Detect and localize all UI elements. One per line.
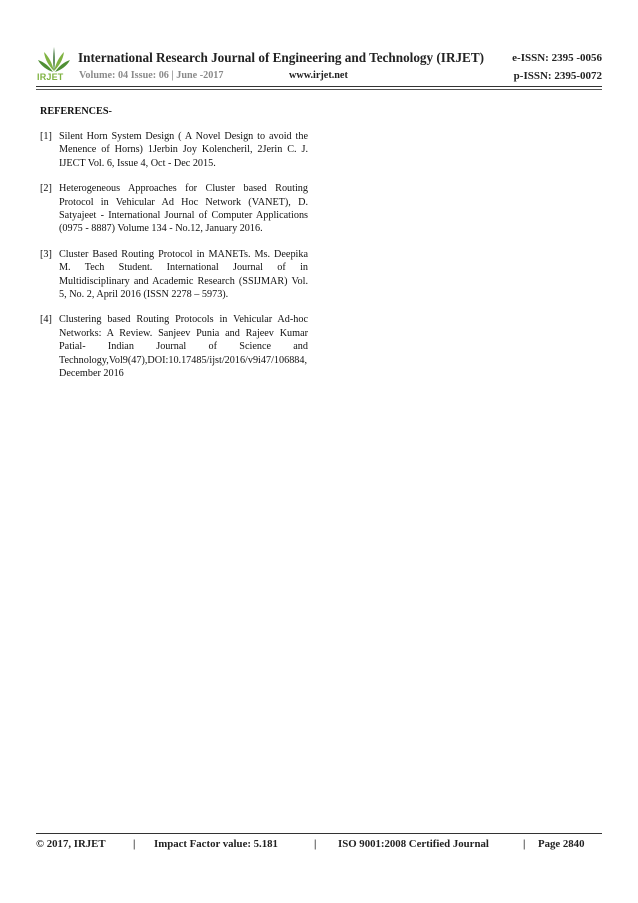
logo-text: IRJET xyxy=(37,72,64,82)
volume-info: Volume: 04 Issue: 06 | June -2017 xyxy=(79,70,224,81)
website-link[interactable]: www.irjet.net xyxy=(289,70,348,81)
footer-iso: ISO 9001:2008 Certified Journal xyxy=(338,838,489,850)
reference-text: Heterogeneous Approaches for Cluster based Routing Protocol in Vehicular Ad Hoc Network (VANET), D. Satyajeet - International Journal of Computer Applications (0975 - 8887) Volume 134 - No.12, January 2016. xyxy=(59,183,308,235)
reference-number: [4] xyxy=(40,314,52,326)
reference-text: Clustering based Routing Protocols in Vehicular Ad-hoc Networks: A Review. Sanjeev Punia and Rajeev Kumar Patial- Indian Journal of Science and Technology,Vol9(47),DOI:10.17485/ijst/2016/v9i47/106884, December 2016 xyxy=(59,314,308,380)
reference-number: [1] xyxy=(40,131,52,142)
reference-item xyxy=(40,130,308,170)
reference-list xyxy=(40,130,308,393)
header-divider xyxy=(36,86,602,87)
footer-divider xyxy=(36,833,602,834)
eissn: e-ISSN: 2395 -0056 xyxy=(512,52,602,64)
footer-separator: | xyxy=(314,838,317,850)
journal-title: International Research Journal of Engineering and Technology (IRJET) xyxy=(78,50,485,65)
pissn: p-ISSN: 2395-0072 xyxy=(513,70,602,82)
reference-item xyxy=(40,248,308,302)
reference-item xyxy=(40,182,308,236)
irjet-logo xyxy=(36,44,72,84)
footer-separator: | xyxy=(133,838,136,850)
page-header xyxy=(36,44,602,84)
reference-item xyxy=(40,313,308,380)
page-number: Page 2840 xyxy=(538,838,585,850)
footer-impact-factor: Impact Factor value: 5.181 xyxy=(154,838,278,850)
reference-text: Cluster Based Routing Protocol in MANETs. Ms. Deepika M. Tech Student. International Journal of in Multidisciplinary and Academic Research (SSIJMAR) Vol. 5, No. 2, April 2016 (ISSN 2278 – 5973). xyxy=(59,248,308,301)
leaf-icon xyxy=(36,44,72,74)
reference-number: [3] xyxy=(40,248,52,260)
references-heading: REFERENCES- xyxy=(40,106,112,117)
footer-separator: | xyxy=(523,838,526,850)
header-divider-thin xyxy=(36,89,602,90)
reference-number: [2] xyxy=(40,183,52,195)
reference-text: Silent Horn System Design ( A Novel Design to avoid the Menence of Horns) 1Jerbin Joy Kolencheril, 2Jerin C. J. IJECT Vol. 6, Issue 4, Oct - Dec 2015. xyxy=(59,131,308,169)
footer-copyright: © 2017, IRJET xyxy=(36,838,106,850)
